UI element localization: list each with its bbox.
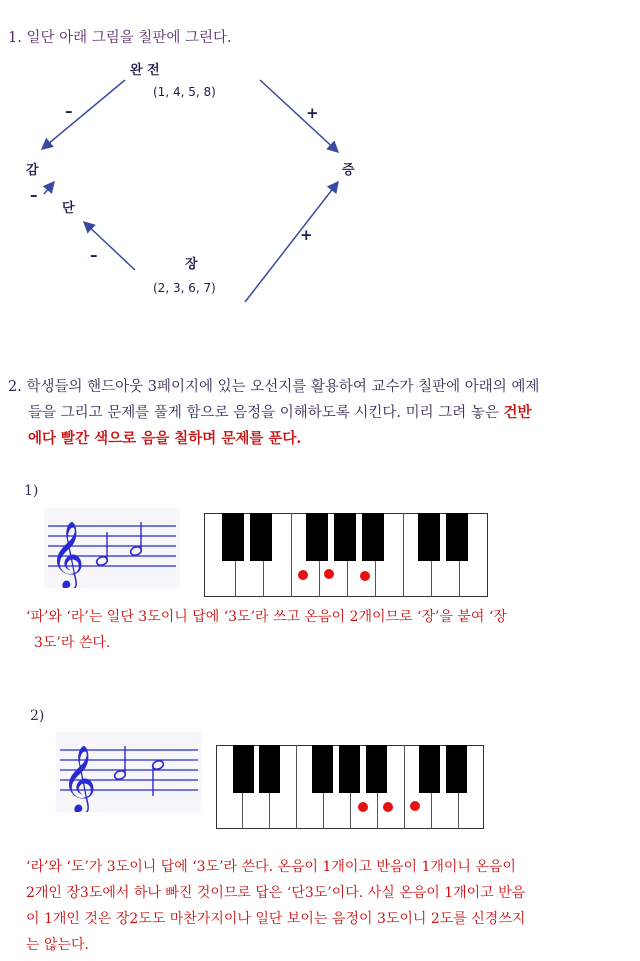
example-2-caption-line-4: 는 않는다. (26, 937, 89, 953)
example-1-keyboard (204, 513, 488, 597)
section-2-paragraph (8, 374, 636, 452)
section-1-heading (8, 26, 232, 50)
example-2-caption (26, 854, 638, 958)
key-marker-la (358, 802, 368, 812)
example-1-caption-line-2: 3도’라 쓴다. (34, 635, 111, 651)
example-1-label: 1) (24, 483, 39, 499)
section-1-number: 1. (8, 30, 22, 46)
example-2-staff (56, 732, 202, 812)
key-marker-la (360, 571, 370, 581)
example-2-caption-line-1: ‘라’와 ‘도’가 3도이니 답에 ‘3도’라 쓴다. 온음이 1개이고 반음이 1개이니 온음이 (26, 859, 516, 875)
sign-minus-top: – (65, 102, 73, 120)
sign-minus-bottom: – (90, 246, 98, 264)
arrow-perfect-to-augmented (260, 80, 338, 152)
sign-plus-bottom: + (300, 226, 313, 244)
arrow-minor-to-diminished (44, 182, 54, 194)
treble-clef-icon: 𝄞 (50, 520, 85, 588)
example-1-staff (44, 508, 180, 588)
key-marker-ti (383, 802, 393, 812)
interval-quality-diagram (10, 52, 370, 302)
example-2-label: 2) (30, 708, 45, 724)
example-2-caption-line-3: 이 1개인 것은 장2도도 마찬가지이나 일단 보이는 음정이 3도이니 2도를 신경쓰지 (26, 911, 526, 927)
key-marker-do (410, 801, 420, 811)
example-1-caption (26, 604, 636, 656)
key-marker-fa (298, 570, 308, 580)
label-major-numbers: (2, 3, 6, 7) (153, 281, 216, 295)
section-1-text: 일단 아래 그림을 칠판에 그린다. (26, 30, 232, 46)
label-minor: 단 (62, 201, 75, 216)
example-1-caption-line-1: ‘파’와 ‘라’는 일단 3도이니 답에 ‘3도’라 쓰고 온음이 2개이므로 ‘장’을 붙여 ‘장 (26, 609, 507, 625)
section-2-line-1 (8, 374, 636, 400)
section-2-emphasis-keyboard: 건반 (503, 404, 532, 421)
arrow-major-to-augmented (245, 182, 338, 302)
example-2-keyboard (216, 745, 484, 829)
section-2-number: 2. (8, 379, 22, 395)
label-diminished: 감 (26, 163, 39, 178)
label-augmented: 증 (342, 163, 355, 178)
section-2-text-line-2: 들을 그리고 문제를 풀게 함으로 음정을 이해하도록 시킨다. 미리 그려 놓은 (28, 405, 499, 421)
treble-clef-icon: 𝄞 (62, 744, 97, 812)
sign-plus-top: + (306, 104, 319, 122)
section-2-text-line-3: 에다 빨간 색으로 음을 칠하며 문제를 푼다. (28, 430, 302, 447)
section-2-text-line-1: 학생들의 핸드아웃 3페이지에 있는 오선지를 활용하여 교수가 칠판에 아래의 예제 (26, 379, 540, 395)
key-marker-sol (324, 569, 334, 579)
label-major: 장 (185, 257, 198, 272)
arrow-perfect-to-diminished (42, 80, 125, 149)
example-2-caption-line-2: 2개인 장3도에서 하나 빠진 것이므로 답은 ‘단3도’이다. 사실 온음이 1개이고 반음 (26, 885, 526, 901)
sign-minus-left: – (30, 186, 38, 204)
label-perfect: 완 전 (130, 63, 160, 78)
label-perfect-numbers: (1, 4, 5, 8) (153, 85, 216, 99)
section-2-line-2 (8, 400, 636, 426)
